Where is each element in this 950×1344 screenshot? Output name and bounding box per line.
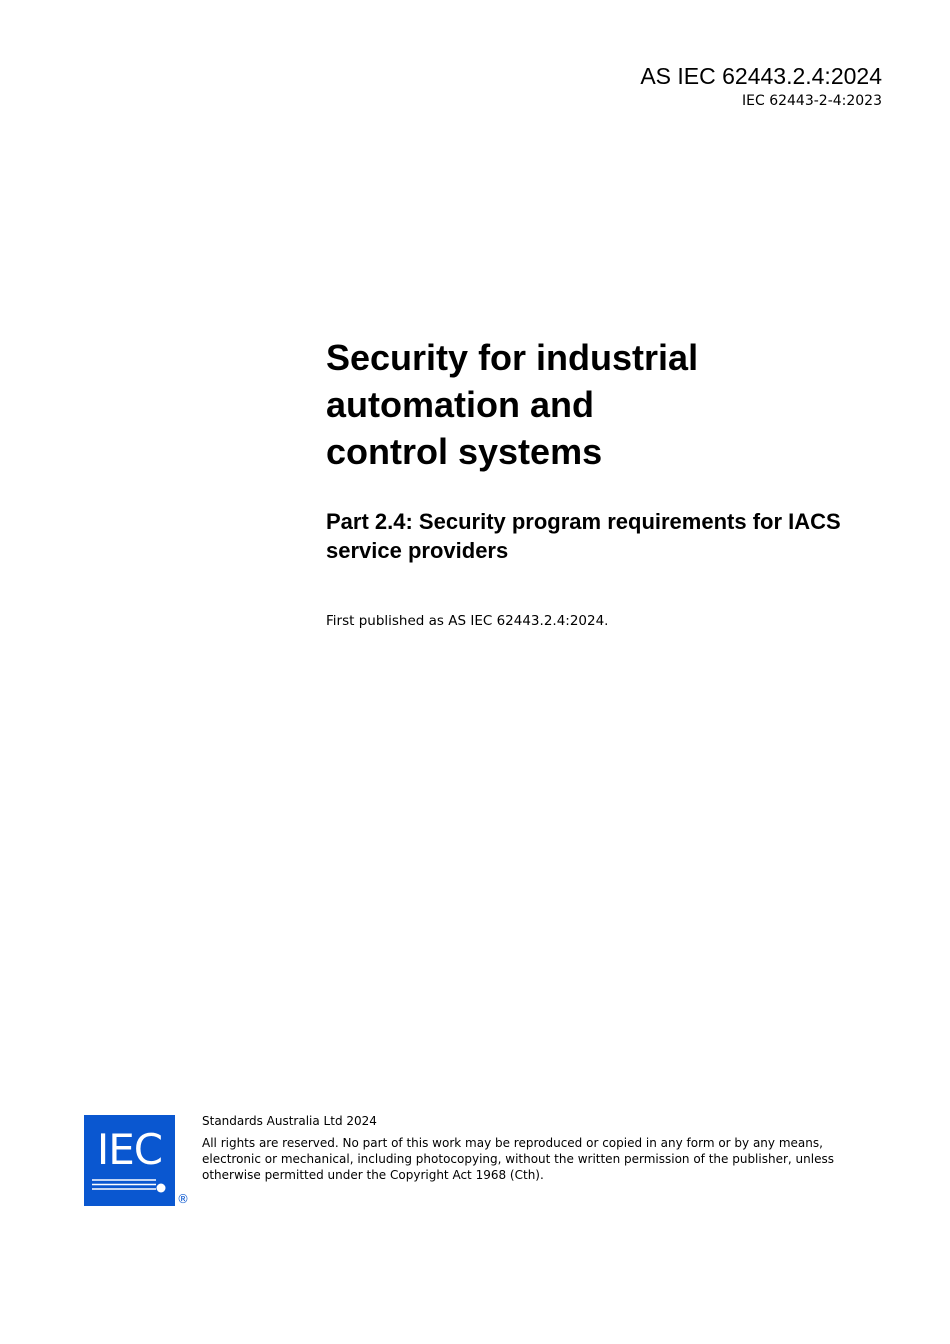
notice-line: otherwise permitted under the Copyright Act 1968 (Cth). <box>202 1168 544 1182</box>
registered-mark: ® <box>177 1192 189 1206</box>
standard-number: AS IEC 62443.2.4:2024 <box>640 63 882 89</box>
iec-standard-number: IEC 62443-2-4:2023 <box>742 93 882 109</box>
logo-lines-icon <box>92 1177 168 1197</box>
title-line: control systems <box>326 431 603 472</box>
title-line: automation and <box>326 384 594 425</box>
copyright-holder: Standards Australia Ltd 2024 <box>202 1114 377 1128</box>
document-title <box>326 334 886 475</box>
title-line: Security for industrial <box>326 337 699 378</box>
copyright-notice <box>202 1135 862 1183</box>
subtitle-line: service providers <box>326 538 509 563</box>
document-subtitle <box>326 507 906 565</box>
notice-line: electronic or mechanical, including photocopying, without the written permission of the publisher, unless <box>202 1152 834 1166</box>
notice-line: All rights are reserved. No part of this work may be reproduced or copied in any form or by any means, <box>202 1136 823 1150</box>
subtitle-line: Part 2.4: Security program requirements for IACS <box>326 509 841 534</box>
iec-logo-icon <box>84 1115 175 1206</box>
publication-note: First published as AS IEC 62443.2.4:2024. <box>326 613 609 629</box>
logo-text: IEC <box>96 1125 163 1174</box>
